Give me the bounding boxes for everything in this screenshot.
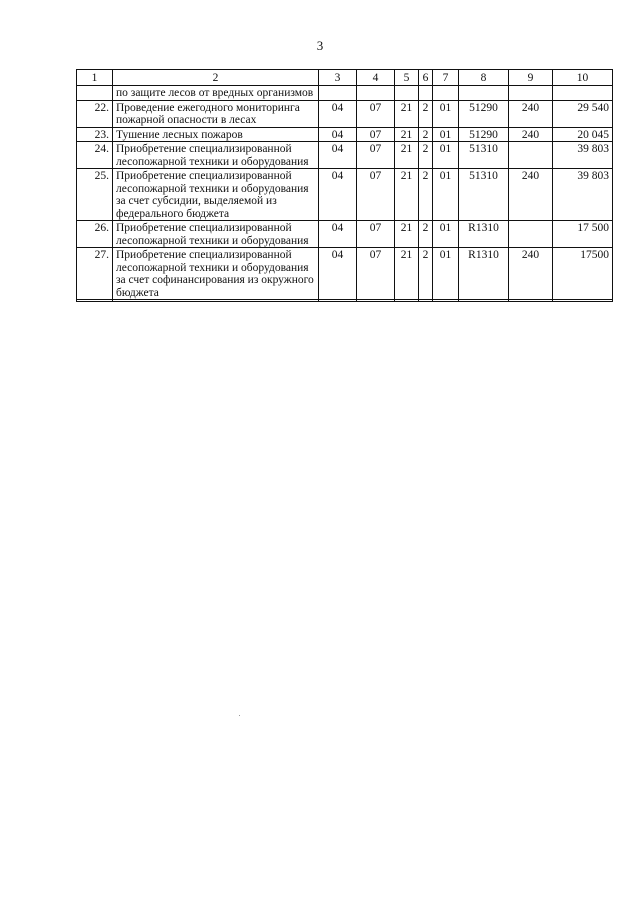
cell-c4: 07 [357,127,395,142]
budget-table [76,69,613,302]
cell-c4 [357,300,395,302]
cell-c8: R1310 [459,221,509,248]
row-name: по защите лесов от вредных организмов [113,86,319,101]
row-number: 24. [77,142,113,169]
cell-c5: 21 [395,221,419,248]
table-row [77,100,613,127]
row-name: Приобретение специализированной лесопожарной техники и оборудования за счет софинансирования из окружного бюджета [113,248,319,300]
cell-c4: 07 [357,169,395,221]
cell-c7 [433,300,459,302]
cell-c8: 51290 [459,100,509,127]
cell-c9 [509,221,553,248]
cell-c6: 2 [419,100,433,127]
cell-c6 [419,86,433,101]
cell-c9: 240 [509,169,553,221]
row-name: Приобретение специализированной лесопожарной техники и оборудования [113,221,319,248]
cell-c4: 07 [357,248,395,300]
cell-c6: 2 [419,142,433,169]
cell-c5: 21 [395,248,419,300]
row-number: 22. [77,100,113,127]
table-row [77,169,613,221]
scan-speck [239,715,240,716]
cell-c7: 01 [433,221,459,248]
cell-c8: 51290 [459,127,509,142]
cell-c6: 2 [419,248,433,300]
cell-amount: 39 803 [553,169,613,221]
header-cell: 5 [395,70,419,86]
cell-c5: 21 [395,100,419,127]
row-name: Тушение лесных пожаров [113,127,319,142]
cell-c7: 01 [433,127,459,142]
table-header-row [77,70,613,86]
cell-amount: 17500 [553,248,613,300]
cell-c4: 07 [357,142,395,169]
cell-c8 [459,86,509,101]
row-number: 23. [77,127,113,142]
cell-c5: 21 [395,142,419,169]
cell-c9: 240 [509,248,553,300]
row-number: 25. [77,169,113,221]
row-name: Приобретение специализированной лесопожарной техники и оборудования за счет субсидии, выделяемой из федерального бюджета [113,169,319,221]
table-row [77,300,613,302]
row-name [113,300,319,302]
cell-c9 [509,142,553,169]
cell-c7: 01 [433,169,459,221]
table-row [77,86,613,101]
cell-amount: 20 045 [553,127,613,142]
cell-c4: 07 [357,221,395,248]
header-cell: 2 [113,70,319,86]
cell-c8 [459,300,509,302]
cell-amount: 17 500 [553,221,613,248]
cell-amount: 39 803 [553,142,613,169]
cell-c3: 04 [319,221,357,248]
header-cell: 9 [509,70,553,86]
cell-c9 [509,300,553,302]
cell-c5: 21 [395,127,419,142]
cell-c9: 240 [509,100,553,127]
header-cell: 10 [553,70,613,86]
table-row [77,248,613,300]
cell-amount [553,86,613,101]
cell-c8: R1310 [459,248,509,300]
page-number: 3 [316,38,324,53]
row-name: Проведение ежегодного мониторинга пожарной опасности в лесах [113,100,319,127]
cell-c9 [509,86,553,101]
cell-c6: 2 [419,169,433,221]
cell-c3: 04 [319,169,357,221]
row-number [77,300,113,302]
cell-c5: 21 [395,169,419,221]
cell-c7 [433,86,459,101]
row-number [77,86,113,101]
cell-c3: 04 [319,127,357,142]
cell-c3 [319,300,357,302]
cell-amount: 29 540 [553,100,613,127]
cell-c3: 04 [319,248,357,300]
row-number: 27. [77,248,113,300]
header-cell: 1 [77,70,113,86]
cell-c3: 04 [319,100,357,127]
cell-c7: 01 [433,100,459,127]
cell-c8: 51310 [459,169,509,221]
cell-c4 [357,86,395,101]
cell-amount [553,300,613,302]
header-cell: 8 [459,70,509,86]
header-cell: 6 [419,70,433,86]
cell-c6: 2 [419,127,433,142]
row-number: 26. [77,221,113,248]
cell-c5 [395,86,419,101]
header-cell: 3 [319,70,357,86]
cell-c3 [319,86,357,101]
header-cell: 7 [433,70,459,86]
table-row [77,142,613,169]
table-row [77,221,613,248]
cell-c6: 2 [419,221,433,248]
cell-c8: 51310 [459,142,509,169]
cell-c9: 240 [509,127,553,142]
cell-c5 [395,300,419,302]
header-cell: 4 [357,70,395,86]
cell-c4: 07 [357,100,395,127]
cell-c7: 01 [433,142,459,169]
row-name: Приобретение специализированной лесопожарной техники и оборудования [113,142,319,169]
cell-c3: 04 [319,142,357,169]
cell-c6 [419,300,433,302]
table-row [77,127,613,142]
cell-c7: 01 [433,248,459,300]
